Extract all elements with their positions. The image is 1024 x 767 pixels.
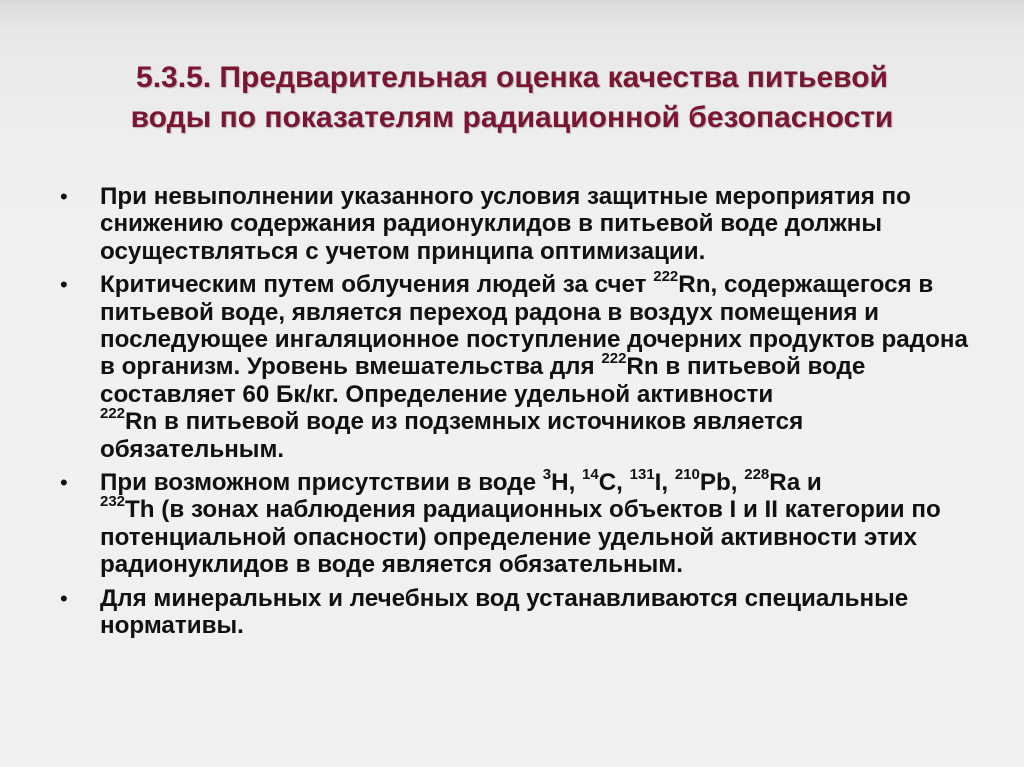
isotope-mass-number: 131 xyxy=(629,466,655,483)
isotope-mass-number: 210 xyxy=(674,466,700,483)
slide-title-line-2: воды по показателям радиационной безопасности xyxy=(130,101,894,134)
bullet-text: При невыполнении указанного условия защитные мероприятия по снижению содержания радионуклидов в питьевой воде должны осуществляться с учетом принципа оптимизации. xyxy=(100,183,911,265)
bullet-text: Критическим путем облучения людей за счет xyxy=(100,271,654,299)
bullet-text: C, xyxy=(598,469,630,497)
isotope-mass-number: 222 xyxy=(601,350,627,368)
isotope-mass-number: 14 xyxy=(582,466,599,483)
bullet-text: H, xyxy=(551,469,583,497)
isotope-mass-number: 232 xyxy=(100,493,126,511)
bullet-item-optimization xyxy=(56,183,968,265)
slide-title-line-1: 5.3.5. Предварительная оценка качества питьевой xyxy=(136,61,888,94)
bullet-text: Rn в питьевой воде из подземных источников является обязательным. xyxy=(100,408,804,463)
bullet-item-isotopes xyxy=(56,466,968,579)
bullet-text: Rn в питьевой воде составляет 60 Бк/кг. Определение удельной активности xyxy=(100,353,866,408)
isotope-mass-number: 222 xyxy=(653,268,679,286)
bullet-list xyxy=(56,183,968,646)
bullet-item-mineral-waters xyxy=(56,585,968,640)
isotope-mass-number: 3 xyxy=(542,466,552,483)
bullet-text: Pb, xyxy=(699,469,745,497)
slide-title xyxy=(40,58,984,138)
bullet-dot-icon: • xyxy=(60,272,68,298)
bullet-dot-icon: • xyxy=(60,470,68,496)
bullet-text: Ra и xyxy=(769,469,822,497)
bullet-text: При возможном присутствии в воде xyxy=(100,469,543,497)
bullet-dot-icon: • xyxy=(60,585,68,611)
isotope-mass-number: 228 xyxy=(744,466,770,483)
bullet-text: Rn, содержащегося в питьевой воде, является переход радона в воздух помещения и последующее ингаляционное поступление дочерних продуктов радона в организм. Уровень вмешательства для xyxy=(100,271,968,381)
bullet-text: Th (в зонах наблюдения радиационных объектов I и II категории по потенциальной опасности) определение удельной активности этих радионуклидов в воде является обязательным. xyxy=(100,496,941,579)
bullet-text: Для минеральных и лечебных вод устанавливаются специальные нормативы. xyxy=(100,584,909,640)
bullet-item-radon xyxy=(56,268,968,463)
bullet-text: I, xyxy=(654,469,675,497)
isotope-mass-number: 222 xyxy=(100,405,126,423)
bullet-dot-icon: • xyxy=(60,184,68,209)
